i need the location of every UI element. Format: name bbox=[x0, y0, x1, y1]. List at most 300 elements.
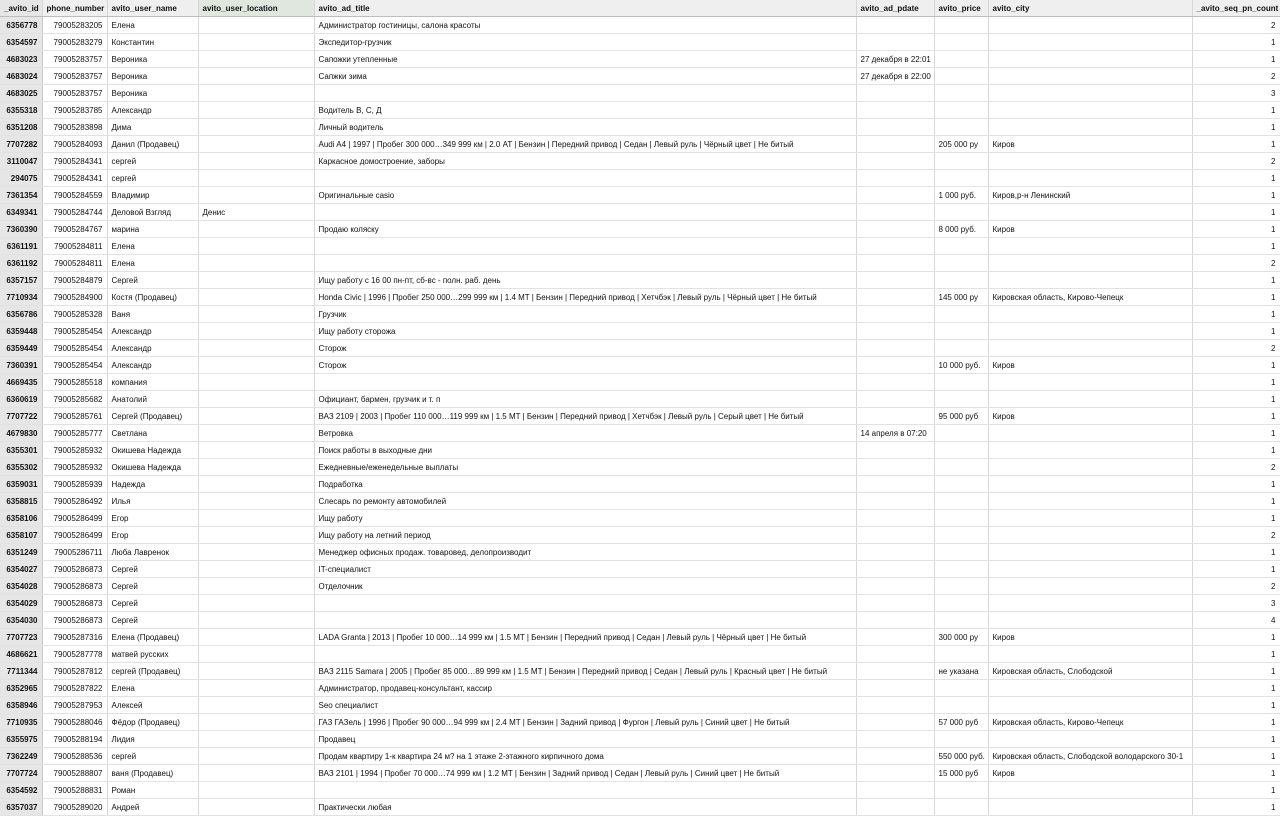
cell-ad-pdate[interactable] bbox=[856, 306, 934, 323]
cell-seq-pn-count[interactable]: 1 bbox=[1192, 442, 1280, 459]
cell-seq-pn-count[interactable]: 1 bbox=[1192, 782, 1280, 799]
cell-user-location[interactable] bbox=[198, 612, 314, 629]
table-row[interactable] bbox=[0, 629, 1280, 646]
cell-ad-title[interactable]: Продам квартиру 1-к квартира 24 м? на 1 этаже 2-этажного кирпичного дома bbox=[314, 748, 856, 765]
cell-ad-title[interactable]: Официант, бармен, грузчик и т. п bbox=[314, 391, 856, 408]
cell-price[interactable] bbox=[934, 68, 988, 85]
cell-ad-pdate[interactable] bbox=[856, 748, 934, 765]
cell-seq-pn-count[interactable]: 1 bbox=[1192, 646, 1280, 663]
cell-price[interactable] bbox=[934, 34, 988, 51]
table-row[interactable] bbox=[0, 340, 1280, 357]
cell-ad-pdate[interactable] bbox=[856, 323, 934, 340]
cell-city[interactable] bbox=[988, 731, 1192, 748]
cell-seq-pn-count[interactable]: 1 bbox=[1192, 544, 1280, 561]
column-header-phone-number[interactable]: phone_number bbox=[42, 0, 107, 17]
cell-user-location[interactable] bbox=[198, 255, 314, 272]
table-row[interactable] bbox=[0, 102, 1280, 119]
table-row[interactable] bbox=[0, 459, 1280, 476]
cell-user-name[interactable]: марина bbox=[107, 221, 198, 238]
cell-user-location[interactable] bbox=[198, 238, 314, 255]
cell-city[interactable] bbox=[988, 340, 1192, 357]
cell-city[interactable] bbox=[988, 153, 1192, 170]
cell-ad-title[interactable]: Сторож bbox=[314, 340, 856, 357]
cell-ad-title[interactable]: Ежедневные/еженедельные выплаты bbox=[314, 459, 856, 476]
table-row[interactable] bbox=[0, 238, 1280, 255]
cell-ad-title[interactable]: ВАЗ 2115 Samara | 2005 | Пробег 85 000…89 999 км | 1.5 MT | Бензин | Передний привод | Седан | Левый руль | Красный цвет | Не битый bbox=[314, 663, 856, 680]
cell-price[interactable]: 550 000 руб. bbox=[934, 748, 988, 765]
cell-seq-pn-count[interactable]: 1 bbox=[1192, 272, 1280, 289]
cell-seq-pn-count[interactable]: 1 bbox=[1192, 629, 1280, 646]
cell-avito-id[interactable]: 6361192 bbox=[0, 255, 42, 272]
cell-ad-pdate[interactable] bbox=[856, 289, 934, 306]
cell-city[interactable]: Киров bbox=[988, 221, 1192, 238]
table-row[interactable] bbox=[0, 204, 1280, 221]
cell-ad-title[interactable]: Отделочник bbox=[314, 578, 856, 595]
table-row[interactable] bbox=[0, 612, 1280, 629]
cell-ad-title[interactable]: Экспедитор-грузчик bbox=[314, 34, 856, 51]
cell-ad-title[interactable] bbox=[314, 646, 856, 663]
cell-price[interactable] bbox=[934, 238, 988, 255]
cell-avito-id[interactable]: 6358946 bbox=[0, 697, 42, 714]
cell-seq-pn-count[interactable]: 1 bbox=[1192, 561, 1280, 578]
cell-price[interactable] bbox=[934, 425, 988, 442]
cell-avito-id[interactable]: 4683025 bbox=[0, 85, 42, 102]
table-row[interactable] bbox=[0, 357, 1280, 374]
cell-avito-id[interactable]: 6359448 bbox=[0, 323, 42, 340]
cell-city[interactable] bbox=[988, 391, 1192, 408]
cell-ad-title[interactable]: IT-специалист bbox=[314, 561, 856, 578]
cell-city[interactable] bbox=[988, 510, 1192, 527]
cell-price[interactable] bbox=[934, 119, 988, 136]
cell-ad-pdate[interactable] bbox=[856, 578, 934, 595]
cell-ad-title[interactable]: Поиск работы в выходные дни bbox=[314, 442, 856, 459]
table-row[interactable] bbox=[0, 374, 1280, 391]
cell-user-name[interactable]: Владимир bbox=[107, 187, 198, 204]
cell-ad-title[interactable]: Ищу работу bbox=[314, 510, 856, 527]
cell-ad-pdate[interactable] bbox=[856, 119, 934, 136]
cell-phone-number[interactable]: 79005284879 bbox=[42, 272, 107, 289]
cell-phone-number[interactable]: 79005286499 bbox=[42, 527, 107, 544]
cell-price[interactable]: 145 000 ру bbox=[934, 289, 988, 306]
cell-ad-title[interactable] bbox=[314, 612, 856, 629]
cell-phone-number[interactable]: 79005286711 bbox=[42, 544, 107, 561]
table-row[interactable] bbox=[0, 595, 1280, 612]
cell-city[interactable]: Киров bbox=[988, 765, 1192, 782]
cell-user-name[interactable]: Люба Лавренок bbox=[107, 544, 198, 561]
cell-user-name[interactable]: Андрей bbox=[107, 799, 198, 816]
cell-ad-pdate[interactable] bbox=[856, 408, 934, 425]
cell-ad-title[interactable]: Администратор гостиницы, салона красоты bbox=[314, 17, 856, 34]
table-row[interactable] bbox=[0, 476, 1280, 493]
cell-avito-id[interactable]: 6355301 bbox=[0, 442, 42, 459]
cell-user-name[interactable]: Алексей bbox=[107, 697, 198, 714]
cell-user-location[interactable] bbox=[198, 170, 314, 187]
cell-user-name[interactable]: Окишева Надежда bbox=[107, 442, 198, 459]
cell-ad-pdate[interactable] bbox=[856, 544, 934, 561]
cell-city[interactable] bbox=[988, 425, 1192, 442]
cell-avito-id[interactable]: 6354029 bbox=[0, 595, 42, 612]
cell-price[interactable] bbox=[934, 51, 988, 68]
cell-user-name[interactable]: Елена bbox=[107, 17, 198, 34]
cell-user-name[interactable]: Окишева Надежда bbox=[107, 459, 198, 476]
cell-user-name[interactable]: Александр bbox=[107, 340, 198, 357]
cell-ad-title[interactable]: Ветровка bbox=[314, 425, 856, 442]
cell-city[interactable] bbox=[988, 68, 1192, 85]
table-row[interactable] bbox=[0, 493, 1280, 510]
cell-price[interactable] bbox=[934, 459, 988, 476]
cell-phone-number[interactable]: 79005288536 bbox=[42, 748, 107, 765]
cell-ad-title[interactable]: Ищу работу на летний период bbox=[314, 527, 856, 544]
cell-avito-id[interactable]: 6358815 bbox=[0, 493, 42, 510]
cell-user-name[interactable]: Лидия bbox=[107, 731, 198, 748]
cell-ad-pdate[interactable] bbox=[856, 476, 934, 493]
cell-price[interactable]: 95 000 руб bbox=[934, 408, 988, 425]
cell-ad-title[interactable]: LADA Granta | 2013 | Пробег 10 000…14 999 км | 1.5 MT | Бензин | Передний привод | Седан | Левый руль | Чёрный цвет | Не битый bbox=[314, 629, 856, 646]
cell-user-location[interactable] bbox=[198, 153, 314, 170]
table-row[interactable] bbox=[0, 323, 1280, 340]
cell-ad-pdate[interactable] bbox=[856, 238, 934, 255]
cell-ad-title[interactable]: Сапожки утепленные bbox=[314, 51, 856, 68]
cell-phone-number[interactable]: 79005285761 bbox=[42, 408, 107, 425]
cell-user-name[interactable]: Егор bbox=[107, 510, 198, 527]
cell-user-name[interactable]: Елена bbox=[107, 238, 198, 255]
cell-user-location[interactable] bbox=[198, 527, 314, 544]
cell-phone-number[interactable]: 79005286499 bbox=[42, 510, 107, 527]
cell-avito-id[interactable]: 6355302 bbox=[0, 459, 42, 476]
cell-avito-id[interactable]: 6356786 bbox=[0, 306, 42, 323]
cell-price[interactable] bbox=[934, 255, 988, 272]
cell-ad-pdate[interactable] bbox=[856, 136, 934, 153]
cell-seq-pn-count[interactable]: 1 bbox=[1192, 136, 1280, 153]
cell-ad-pdate[interactable] bbox=[856, 272, 934, 289]
cell-avito-id[interactable]: 6358106 bbox=[0, 510, 42, 527]
cell-seq-pn-count[interactable]: 1 bbox=[1192, 51, 1280, 68]
table-row[interactable] bbox=[0, 85, 1280, 102]
cell-user-name[interactable]: Александр bbox=[107, 323, 198, 340]
cell-avito-id[interactable]: 6356778 bbox=[0, 17, 42, 34]
cell-city[interactable] bbox=[988, 34, 1192, 51]
cell-city[interactable] bbox=[988, 119, 1192, 136]
table-row[interactable] bbox=[0, 391, 1280, 408]
cell-ad-pdate[interactable] bbox=[856, 255, 934, 272]
cell-user-location[interactable] bbox=[198, 119, 314, 136]
cell-user-name[interactable]: Анатолий bbox=[107, 391, 198, 408]
cell-ad-title[interactable]: Каркасное домостроение, заборы bbox=[314, 153, 856, 170]
cell-user-location[interactable] bbox=[198, 102, 314, 119]
cell-price[interactable] bbox=[934, 578, 988, 595]
cell-price[interactable] bbox=[934, 374, 988, 391]
table-row[interactable] bbox=[0, 544, 1280, 561]
column-header-avito-id[interactable]: _avito_id bbox=[0, 0, 42, 17]
cell-user-name[interactable]: сергей bbox=[107, 748, 198, 765]
table-row[interactable] bbox=[0, 136, 1280, 153]
cell-seq-pn-count[interactable]: 1 bbox=[1192, 697, 1280, 714]
cell-avito-id[interactable]: 6355975 bbox=[0, 731, 42, 748]
cell-price[interactable]: 1 000 руб. bbox=[934, 187, 988, 204]
cell-city[interactable] bbox=[988, 17, 1192, 34]
cell-user-location[interactable] bbox=[198, 697, 314, 714]
cell-price[interactable]: 57 000 руб bbox=[934, 714, 988, 731]
cell-user-name[interactable]: Сергей (Продавец) bbox=[107, 408, 198, 425]
cell-user-location[interactable] bbox=[198, 544, 314, 561]
cell-user-name[interactable]: Сергей bbox=[107, 612, 198, 629]
cell-city[interactable]: Киров bbox=[988, 408, 1192, 425]
cell-avito-id[interactable]: 294075 bbox=[0, 170, 42, 187]
cell-user-location[interactable] bbox=[198, 323, 314, 340]
cell-user-name[interactable]: Александр bbox=[107, 102, 198, 119]
cell-ad-title[interactable]: Подработка bbox=[314, 476, 856, 493]
table-row[interactable] bbox=[0, 765, 1280, 782]
table-row[interactable] bbox=[0, 34, 1280, 51]
column-header-city[interactable]: avito_city bbox=[988, 0, 1192, 17]
cell-phone-number[interactable]: 79005285454 bbox=[42, 323, 107, 340]
cell-seq-pn-count[interactable]: 2 bbox=[1192, 153, 1280, 170]
cell-phone-number[interactable]: 79005285932 bbox=[42, 442, 107, 459]
table-row[interactable] bbox=[0, 697, 1280, 714]
table-row[interactable] bbox=[0, 646, 1280, 663]
column-header-user-name[interactable]: avito_user_name bbox=[107, 0, 198, 17]
cell-ad-title[interactable]: Ищу работу с 16 00 пн-пт, сб-вс - полн. раб. день bbox=[314, 272, 856, 289]
cell-user-location[interactable] bbox=[198, 221, 314, 238]
cell-user-name[interactable]: сергей (Продавец) bbox=[107, 663, 198, 680]
cell-city[interactable] bbox=[988, 255, 1192, 272]
cell-price[interactable] bbox=[934, 476, 988, 493]
cell-seq-pn-count[interactable]: 2 bbox=[1192, 459, 1280, 476]
cell-ad-title[interactable]: Продаю коляску bbox=[314, 221, 856, 238]
cell-avito-id[interactable]: 6360619 bbox=[0, 391, 42, 408]
cell-phone-number[interactable]: 79005285454 bbox=[42, 340, 107, 357]
cell-phone-number[interactable]: 79005285682 bbox=[42, 391, 107, 408]
cell-user-location[interactable] bbox=[198, 289, 314, 306]
cell-phone-number[interactable]: 79005285518 bbox=[42, 374, 107, 391]
cell-phone-number[interactable]: 79005288046 bbox=[42, 714, 107, 731]
cell-ad-title[interactable] bbox=[314, 238, 856, 255]
cell-ad-pdate[interactable] bbox=[856, 357, 934, 374]
cell-seq-pn-count[interactable]: 2 bbox=[1192, 68, 1280, 85]
cell-user-name[interactable]: сергей bbox=[107, 153, 198, 170]
cell-ad-pdate[interactable] bbox=[856, 629, 934, 646]
cell-ad-title[interactable]: Водитель B, C, Д bbox=[314, 102, 856, 119]
cell-city[interactable] bbox=[988, 51, 1192, 68]
cell-price[interactable] bbox=[934, 442, 988, 459]
cell-price[interactable] bbox=[934, 799, 988, 816]
table-row[interactable] bbox=[0, 663, 1280, 680]
cell-price[interactable] bbox=[934, 153, 988, 170]
cell-city[interactable] bbox=[988, 102, 1192, 119]
cell-ad-title[interactable] bbox=[314, 595, 856, 612]
cell-user-location[interactable] bbox=[198, 799, 314, 816]
cell-user-name[interactable]: Александр bbox=[107, 357, 198, 374]
cell-avito-id[interactable]: 6351208 bbox=[0, 119, 42, 136]
cell-city[interactable] bbox=[988, 782, 1192, 799]
cell-avito-id[interactable]: 3110047 bbox=[0, 153, 42, 170]
cell-user-location[interactable]: Денис bbox=[198, 204, 314, 221]
cell-ad-title[interactable]: Личный водитель bbox=[314, 119, 856, 136]
cell-phone-number[interactable]: 79005283279 bbox=[42, 34, 107, 51]
cell-phone-number[interactable]: 79005284744 bbox=[42, 204, 107, 221]
cell-phone-number[interactable]: 79005287953 bbox=[42, 697, 107, 714]
cell-ad-pdate[interactable]: 14 апреля в 07:20 bbox=[856, 425, 934, 442]
cell-price[interactable] bbox=[934, 680, 988, 697]
cell-ad-pdate[interactable] bbox=[856, 34, 934, 51]
cell-phone-number[interactable]: 79005283785 bbox=[42, 102, 107, 119]
cell-price[interactable] bbox=[934, 306, 988, 323]
cell-ad-title[interactable]: Сторож bbox=[314, 357, 856, 374]
cell-city[interactable]: Кировская область, Слободской володарского 30-1 bbox=[988, 748, 1192, 765]
cell-avito-id[interactable]: 6351249 bbox=[0, 544, 42, 561]
cell-user-location[interactable] bbox=[198, 646, 314, 663]
cell-avito-id[interactable]: 4686621 bbox=[0, 646, 42, 663]
cell-ad-pdate[interactable] bbox=[856, 85, 934, 102]
cell-ad-pdate[interactable] bbox=[856, 697, 934, 714]
cell-price[interactable]: не указана bbox=[934, 663, 988, 680]
cell-phone-number[interactable]: 79005284811 bbox=[42, 255, 107, 272]
cell-ad-pdate[interactable] bbox=[856, 221, 934, 238]
table-row[interactable] bbox=[0, 510, 1280, 527]
table-row[interactable] bbox=[0, 119, 1280, 136]
cell-ad-title[interactable] bbox=[314, 204, 856, 221]
table-row[interactable] bbox=[0, 578, 1280, 595]
cell-ad-title[interactable]: Практически любая bbox=[314, 799, 856, 816]
cell-user-location[interactable] bbox=[198, 578, 314, 595]
cell-ad-title[interactable]: ВАЗ 2109 | 2003 | Пробег 110 000…119 999 км | 1.5 MT | Бензин | Передний привод | Хетчбэк | Левый руль | Серый цвет | Не битый bbox=[314, 408, 856, 425]
cell-avito-id[interactable]: 6357157 bbox=[0, 272, 42, 289]
cell-user-name[interactable]: Надежда bbox=[107, 476, 198, 493]
cell-user-location[interactable] bbox=[198, 340, 314, 357]
column-header-user-location[interactable]: avito_user_location bbox=[198, 0, 314, 17]
cell-phone-number[interactable]: 79005286873 bbox=[42, 612, 107, 629]
cell-user-location[interactable] bbox=[198, 680, 314, 697]
cell-city[interactable] bbox=[988, 646, 1192, 663]
cell-ad-title[interactable]: Продавец bbox=[314, 731, 856, 748]
cell-price[interactable] bbox=[934, 17, 988, 34]
cell-phone-number[interactable]: 79005286492 bbox=[42, 493, 107, 510]
cell-seq-pn-count[interactable]: 2 bbox=[1192, 578, 1280, 595]
cell-avito-id[interactable]: 7707722 bbox=[0, 408, 42, 425]
cell-user-location[interactable] bbox=[198, 34, 314, 51]
cell-user-location[interactable] bbox=[198, 374, 314, 391]
cell-phone-number[interactable]: 79005287316 bbox=[42, 629, 107, 646]
cell-seq-pn-count[interactable]: 1 bbox=[1192, 408, 1280, 425]
cell-seq-pn-count[interactable]: 1 bbox=[1192, 170, 1280, 187]
cell-price[interactable] bbox=[934, 85, 988, 102]
cell-user-name[interactable]: Илья bbox=[107, 493, 198, 510]
cell-ad-pdate[interactable] bbox=[856, 17, 934, 34]
cell-city[interactable] bbox=[988, 595, 1192, 612]
cell-price[interactable] bbox=[934, 527, 988, 544]
cell-seq-pn-count[interactable]: 1 bbox=[1192, 493, 1280, 510]
table-row[interactable] bbox=[0, 306, 1280, 323]
cell-user-name[interactable]: Сергей bbox=[107, 272, 198, 289]
cell-user-location[interactable] bbox=[198, 408, 314, 425]
cell-avito-id[interactable]: 4683023 bbox=[0, 51, 42, 68]
cell-seq-pn-count[interactable]: 1 bbox=[1192, 510, 1280, 527]
cell-avito-id[interactable]: 4683024 bbox=[0, 68, 42, 85]
cell-price[interactable] bbox=[934, 323, 988, 340]
cell-user-name[interactable]: Сергей bbox=[107, 561, 198, 578]
cell-avito-id[interactable]: 7710934 bbox=[0, 289, 42, 306]
cell-avito-id[interactable]: 6357037 bbox=[0, 799, 42, 816]
cell-ad-title[interactable]: Audi A4 | 1997 | Пробег 300 000…349 999 км | 2.0 AT | Бензин | Передний привод | Седан | Левый руль | Чёрный цвет | Не битый bbox=[314, 136, 856, 153]
table-row[interactable] bbox=[0, 272, 1280, 289]
cell-city[interactable] bbox=[988, 272, 1192, 289]
cell-ad-pdate[interactable] bbox=[856, 510, 934, 527]
cell-city[interactable] bbox=[988, 374, 1192, 391]
cell-seq-pn-count[interactable]: 1 bbox=[1192, 680, 1280, 697]
cell-seq-pn-count[interactable]: 1 bbox=[1192, 425, 1280, 442]
cell-city[interactable] bbox=[988, 323, 1192, 340]
cell-price[interactable]: 10 000 руб. bbox=[934, 357, 988, 374]
cell-user-name[interactable]: Константин bbox=[107, 34, 198, 51]
cell-price[interactable] bbox=[934, 595, 988, 612]
cell-phone-number[interactable]: 79005287778 bbox=[42, 646, 107, 663]
cell-price[interactable] bbox=[934, 272, 988, 289]
cell-avito-id[interactable]: 7360391 bbox=[0, 357, 42, 374]
table-row[interactable] bbox=[0, 68, 1280, 85]
cell-price[interactable] bbox=[934, 561, 988, 578]
cell-city[interactable]: Киров bbox=[988, 357, 1192, 374]
cell-avito-id[interactable]: 6354597 bbox=[0, 34, 42, 51]
cell-seq-pn-count[interactable]: 1 bbox=[1192, 119, 1280, 136]
cell-phone-number[interactable]: 79005289020 bbox=[42, 799, 107, 816]
cell-user-location[interactable] bbox=[198, 476, 314, 493]
table-row[interactable] bbox=[0, 170, 1280, 187]
cell-ad-title[interactable]: Сапжки зима bbox=[314, 68, 856, 85]
cell-avito-id[interactable]: 6354030 bbox=[0, 612, 42, 629]
cell-phone-number[interactable]: 79005285777 bbox=[42, 425, 107, 442]
cell-avito-id[interactable]: 6354027 bbox=[0, 561, 42, 578]
cell-avito-id[interactable]: 6361191 bbox=[0, 238, 42, 255]
cell-ad-pdate[interactable] bbox=[856, 102, 934, 119]
cell-seq-pn-count[interactable]: 1 bbox=[1192, 374, 1280, 391]
cell-seq-pn-count[interactable]: 3 bbox=[1192, 85, 1280, 102]
cell-user-name[interactable]: компания bbox=[107, 374, 198, 391]
cell-phone-number[interactable]: 79005285454 bbox=[42, 357, 107, 374]
cell-ad-pdate[interactable] bbox=[856, 595, 934, 612]
cell-avito-id[interactable]: 6349341 bbox=[0, 204, 42, 221]
cell-price[interactable] bbox=[934, 731, 988, 748]
cell-phone-number[interactable]: 79005285932 bbox=[42, 459, 107, 476]
cell-user-location[interactable] bbox=[198, 782, 314, 799]
cell-ad-pdate[interactable]: 27 декабря в 22:01 bbox=[856, 51, 934, 68]
cell-user-location[interactable] bbox=[198, 272, 314, 289]
cell-avito-id[interactable]: 6358107 bbox=[0, 527, 42, 544]
cell-city[interactable] bbox=[988, 170, 1192, 187]
cell-phone-number[interactable]: 79005286873 bbox=[42, 595, 107, 612]
cell-price[interactable] bbox=[934, 782, 988, 799]
cell-city[interactable] bbox=[988, 578, 1192, 595]
cell-city[interactable] bbox=[988, 85, 1192, 102]
table-row[interactable] bbox=[0, 425, 1280, 442]
cell-seq-pn-count[interactable]: 1 bbox=[1192, 34, 1280, 51]
cell-seq-pn-count[interactable]: 2 bbox=[1192, 527, 1280, 544]
cell-city[interactable] bbox=[988, 442, 1192, 459]
table-row[interactable] bbox=[0, 153, 1280, 170]
cell-ad-pdate[interactable] bbox=[856, 187, 934, 204]
cell-price[interactable] bbox=[934, 340, 988, 357]
cell-seq-pn-count[interactable]: 1 bbox=[1192, 748, 1280, 765]
cell-user-location[interactable] bbox=[198, 510, 314, 527]
cell-user-location[interactable] bbox=[198, 714, 314, 731]
table-row[interactable] bbox=[0, 731, 1280, 748]
cell-ad-title[interactable]: ВАЗ 2101 | 1994 | Пробег 70 000…74 999 км | 1.2 MT | Бензин | Задний привод | Седан | Левый руль | Синий цвет | Не битый bbox=[314, 765, 856, 782]
cell-user-location[interactable] bbox=[198, 425, 314, 442]
cell-avito-id[interactable]: 7360390 bbox=[0, 221, 42, 238]
cell-ad-title[interactable]: Грузчик bbox=[314, 306, 856, 323]
cell-phone-number[interactable]: 79005284341 bbox=[42, 153, 107, 170]
cell-avito-id[interactable]: 6355318 bbox=[0, 102, 42, 119]
cell-user-name[interactable]: Елена (Продавец) bbox=[107, 629, 198, 646]
